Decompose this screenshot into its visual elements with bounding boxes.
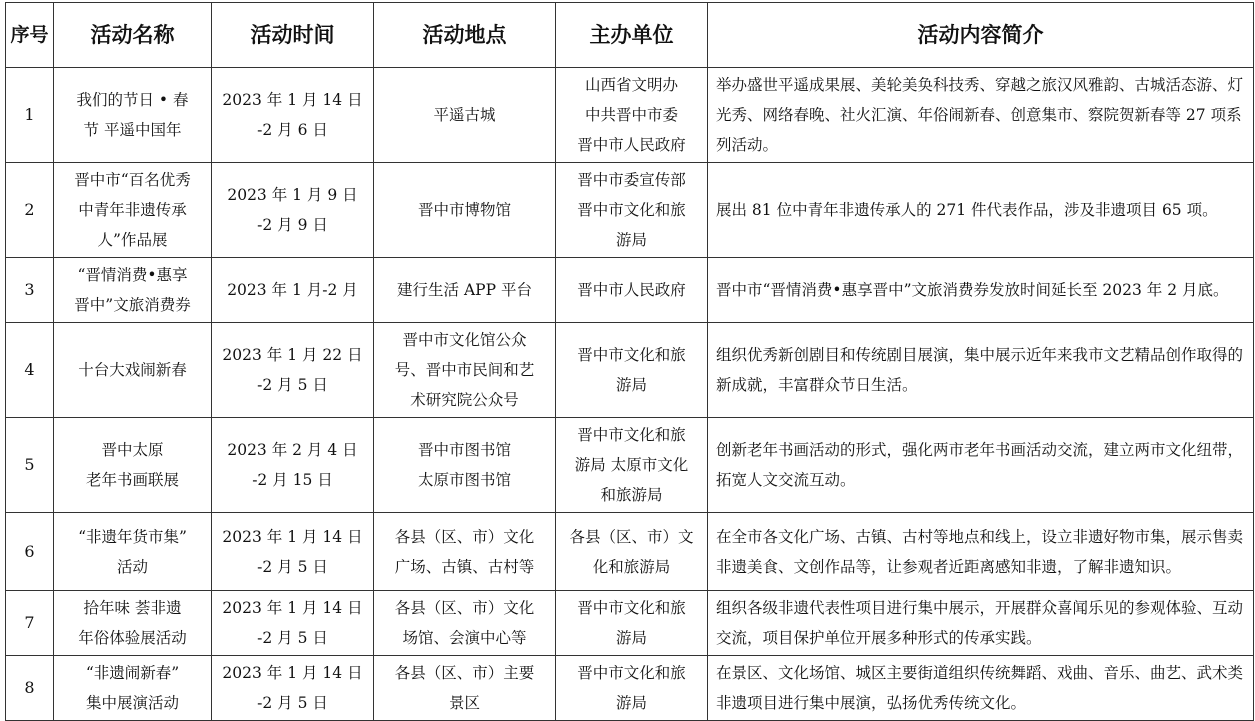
cell-place: [374, 656, 556, 721]
cell-line: 集中展演活动: [85, 694, 179, 712]
cell-description: 在全市各文化广场、古镇、古村等地点和线上，设立非遗好物市集，展示售卖非遗美食、文创作品等，让参观者近距离感知非遗，了解非遗知识。: [708, 513, 1254, 591]
cell-line: -2 月 6 日: [257, 121, 328, 139]
table-row: [6, 68, 1254, 163]
cell-line: -2 月 5 日: [257, 557, 328, 576]
cell-line: 山西省文明办: [584, 76, 678, 94]
cell-line: 游局: [615, 376, 647, 394]
cell-line: “非遗闹新春”: [85, 664, 180, 682]
activity-table: [5, 2, 1254, 721]
table-row: [6, 591, 1254, 656]
cell-org: [556, 418, 708, 513]
cell-line: 晋中市文化和旅: [577, 201, 686, 219]
cell-line: 2023 年 1 月 22 日: [222, 346, 363, 364]
cell-name: [54, 418, 212, 513]
cell-line: 人”作品展: [97, 231, 168, 249]
cell-line: 中共晋中市委: [584, 106, 678, 124]
cell-line: 晋中太原: [101, 441, 164, 459]
cell-name: [54, 656, 212, 721]
cell-description: 组织优秀新创剧目和传统剧目展演，集中展示近年来我市文艺精品创作取得的新成就，丰富群众节日生活。: [708, 323, 1254, 418]
cell-description: 组织各级非遗代表性项目进行集中展示，开展群众喜闻乐见的参观体验、互动交流，项目保护单位开展多种形式的传承实践。: [708, 591, 1254, 656]
header-description: 活动内容简介: [708, 3, 1254, 68]
cell-line: 号、晋中市民间和艺: [394, 361, 535, 379]
cell-line: 平遥古城: [433, 106, 496, 124]
cell-time: [212, 163, 374, 258]
cell-line: 2023 年 1 月 14 日: [222, 664, 363, 682]
cell-line: 和旅游局: [600, 486, 663, 504]
cell-line: 我们的节日 • 春: [76, 91, 189, 109]
cell-line: 太原市图书馆: [417, 471, 511, 489]
cell-line: 游局: [615, 694, 647, 712]
cell-org: [556, 323, 708, 418]
cell-place: [374, 418, 556, 513]
table-row: [6, 513, 1254, 591]
cell-place: [374, 591, 556, 656]
cell-name: [54, 258, 212, 323]
cell-line: 2023 年 2 月 4 日: [227, 441, 358, 459]
cell-line: -2 月 15 日: [252, 471, 333, 489]
cell-line: 晋中”文旅消费券: [74, 296, 191, 314]
cell-line: 十台大戏闹新春: [78, 361, 187, 379]
cell-org: [556, 258, 708, 323]
cell-time: [212, 591, 374, 656]
cell-place: [374, 513, 556, 591]
header-organizer: 主办单位: [556, 3, 708, 68]
table-row: [6, 163, 1254, 258]
cell-name: [54, 163, 212, 258]
table-row: [6, 323, 1254, 418]
cell-description: 创新老年书画活动的形式，强化两市老年书画活动交流，建立两市文化纽带，拓宽人文交流互动。: [708, 418, 1254, 513]
cell-org: [556, 68, 708, 163]
cell-line: 晋中市博物馆: [417, 201, 511, 219]
cell-index: 3: [6, 258, 54, 323]
cell-name: [54, 591, 212, 656]
cell-line: 晋中市人民政府: [577, 136, 686, 154]
cell-line: 景区: [448, 694, 480, 712]
cell-index: 5: [6, 418, 54, 513]
cell-description: 举办盛世平遥成果展、美轮美奂科技秀、穿越之旅汉风雅韵、古城活态游、灯光秀、网络春晚、社火汇演、年俗闹新春、创意集市、察院贺新春等 27 项系列活动。: [708, 68, 1254, 163]
cell-line: 建行生活 APP 平台: [397, 281, 532, 299]
table-row: [6, 418, 1254, 513]
cell-line: 晋中市文化和旅: [577, 664, 686, 682]
cell-line: 2023 年 1 月 9 日: [227, 186, 358, 204]
activity-table-container: [5, 2, 1254, 721]
cell-line: 晋中市“百名优秀: [74, 171, 191, 189]
cell-org: [556, 591, 708, 656]
cell-index: 8: [6, 656, 54, 721]
cell-name: [54, 323, 212, 418]
cell-line: 晋中市委宣传部: [577, 171, 686, 189]
cell-line: 游局 太原市文化: [574, 456, 689, 474]
table-row: [6, 656, 1254, 721]
cell-line: 各县（区、市）主要: [394, 664, 535, 682]
header-index: 序号: [6, 3, 54, 68]
cell-line: 各县（区、市）文化: [394, 599, 535, 617]
cell-line: 拾年味 荟非遗: [83, 599, 182, 617]
cell-line: -2 月 5 日: [257, 629, 328, 647]
cell-line: 游局: [615, 629, 647, 647]
cell-line: 晋中市文化馆公众: [402, 331, 527, 349]
cell-time: [212, 258, 374, 323]
cell-description: 在景区、文化场馆、城区主要街道组织传统舞蹈、戏曲、音乐、曲艺、武术类非遗项目进行集中展演，弘扬优秀传统文化。: [708, 656, 1254, 721]
header-place: 活动地点: [374, 3, 556, 68]
cell-time: [212, 323, 374, 418]
cell-line: 化和旅游局: [592, 557, 671, 576]
cell-line: 各县（区、市）文: [569, 527, 694, 546]
cell-index: 2: [6, 163, 54, 258]
cell-line: 晋中市文化和旅: [577, 599, 686, 617]
cell-time: [212, 418, 374, 513]
cell-place: [374, 68, 556, 163]
cell-line: 场馆、会演中心等: [402, 629, 527, 647]
table-row: [6, 258, 1254, 323]
cell-time: [212, 68, 374, 163]
cell-name: [54, 68, 212, 163]
cell-org: [556, 656, 708, 721]
cell-line: 游局: [615, 231, 647, 249]
cell-org: [556, 513, 708, 591]
cell-name: [54, 513, 212, 591]
cell-line: 2023 年 1 月 14 日: [222, 599, 363, 617]
cell-place: [374, 323, 556, 418]
cell-time: [212, 513, 374, 591]
cell-line: 2023 年 1 月-2 月: [227, 281, 358, 299]
header-name: 活动名称: [54, 3, 212, 68]
cell-line: 老年书画联展: [85, 471, 179, 489]
cell-line: 2023 年 1 月 14 日: [222, 527, 363, 546]
cell-index: 4: [6, 323, 54, 418]
cell-line: 2023 年 1 月 14 日: [222, 91, 363, 109]
cell-line: “晋情消费•惠享: [77, 266, 188, 284]
table-header-row: [6, 3, 1254, 68]
cell-line: 年俗体验展活动: [78, 629, 187, 647]
cell-line: 活动: [116, 557, 148, 576]
cell-index: 6: [6, 513, 54, 591]
cell-line: -2 月 5 日: [257, 694, 328, 712]
cell-line: “非遗年货市集”: [78, 527, 187, 546]
cell-index: 7: [6, 591, 54, 656]
cell-index: 1: [6, 68, 54, 163]
header-time: 活动时间: [212, 3, 374, 68]
cell-org: [556, 163, 708, 258]
cell-description: 晋中市“晋情消费•惠享晋中”文旅消费券发放时间延长至 2023 年 2 月底。: [708, 258, 1254, 323]
cell-line: -2 月 5 日: [257, 376, 328, 394]
cell-line: 各县（区、市）文化: [394, 527, 535, 546]
cell-place: [374, 163, 556, 258]
cell-line: 广场、古镇、古村等: [394, 557, 535, 576]
cell-description: 展出 81 位中青年非遗传承人的 271 件代表作品，涉及非遗项目 65 项。: [708, 163, 1254, 258]
cell-place: [374, 258, 556, 323]
cell-line: 晋中市人民政府: [577, 281, 686, 299]
cell-line: 术研究院公众号: [410, 391, 519, 409]
cell-line: 晋中市文化和旅: [577, 426, 686, 444]
cell-line: -2 月 9 日: [257, 216, 328, 234]
cell-line: 晋中市图书馆: [417, 441, 511, 459]
cell-time: [212, 656, 374, 721]
cell-line: 中青年非遗传承: [78, 201, 187, 219]
cell-line: 晋中市文化和旅: [577, 346, 686, 364]
cell-line: 节 平遥中国年: [83, 121, 182, 139]
